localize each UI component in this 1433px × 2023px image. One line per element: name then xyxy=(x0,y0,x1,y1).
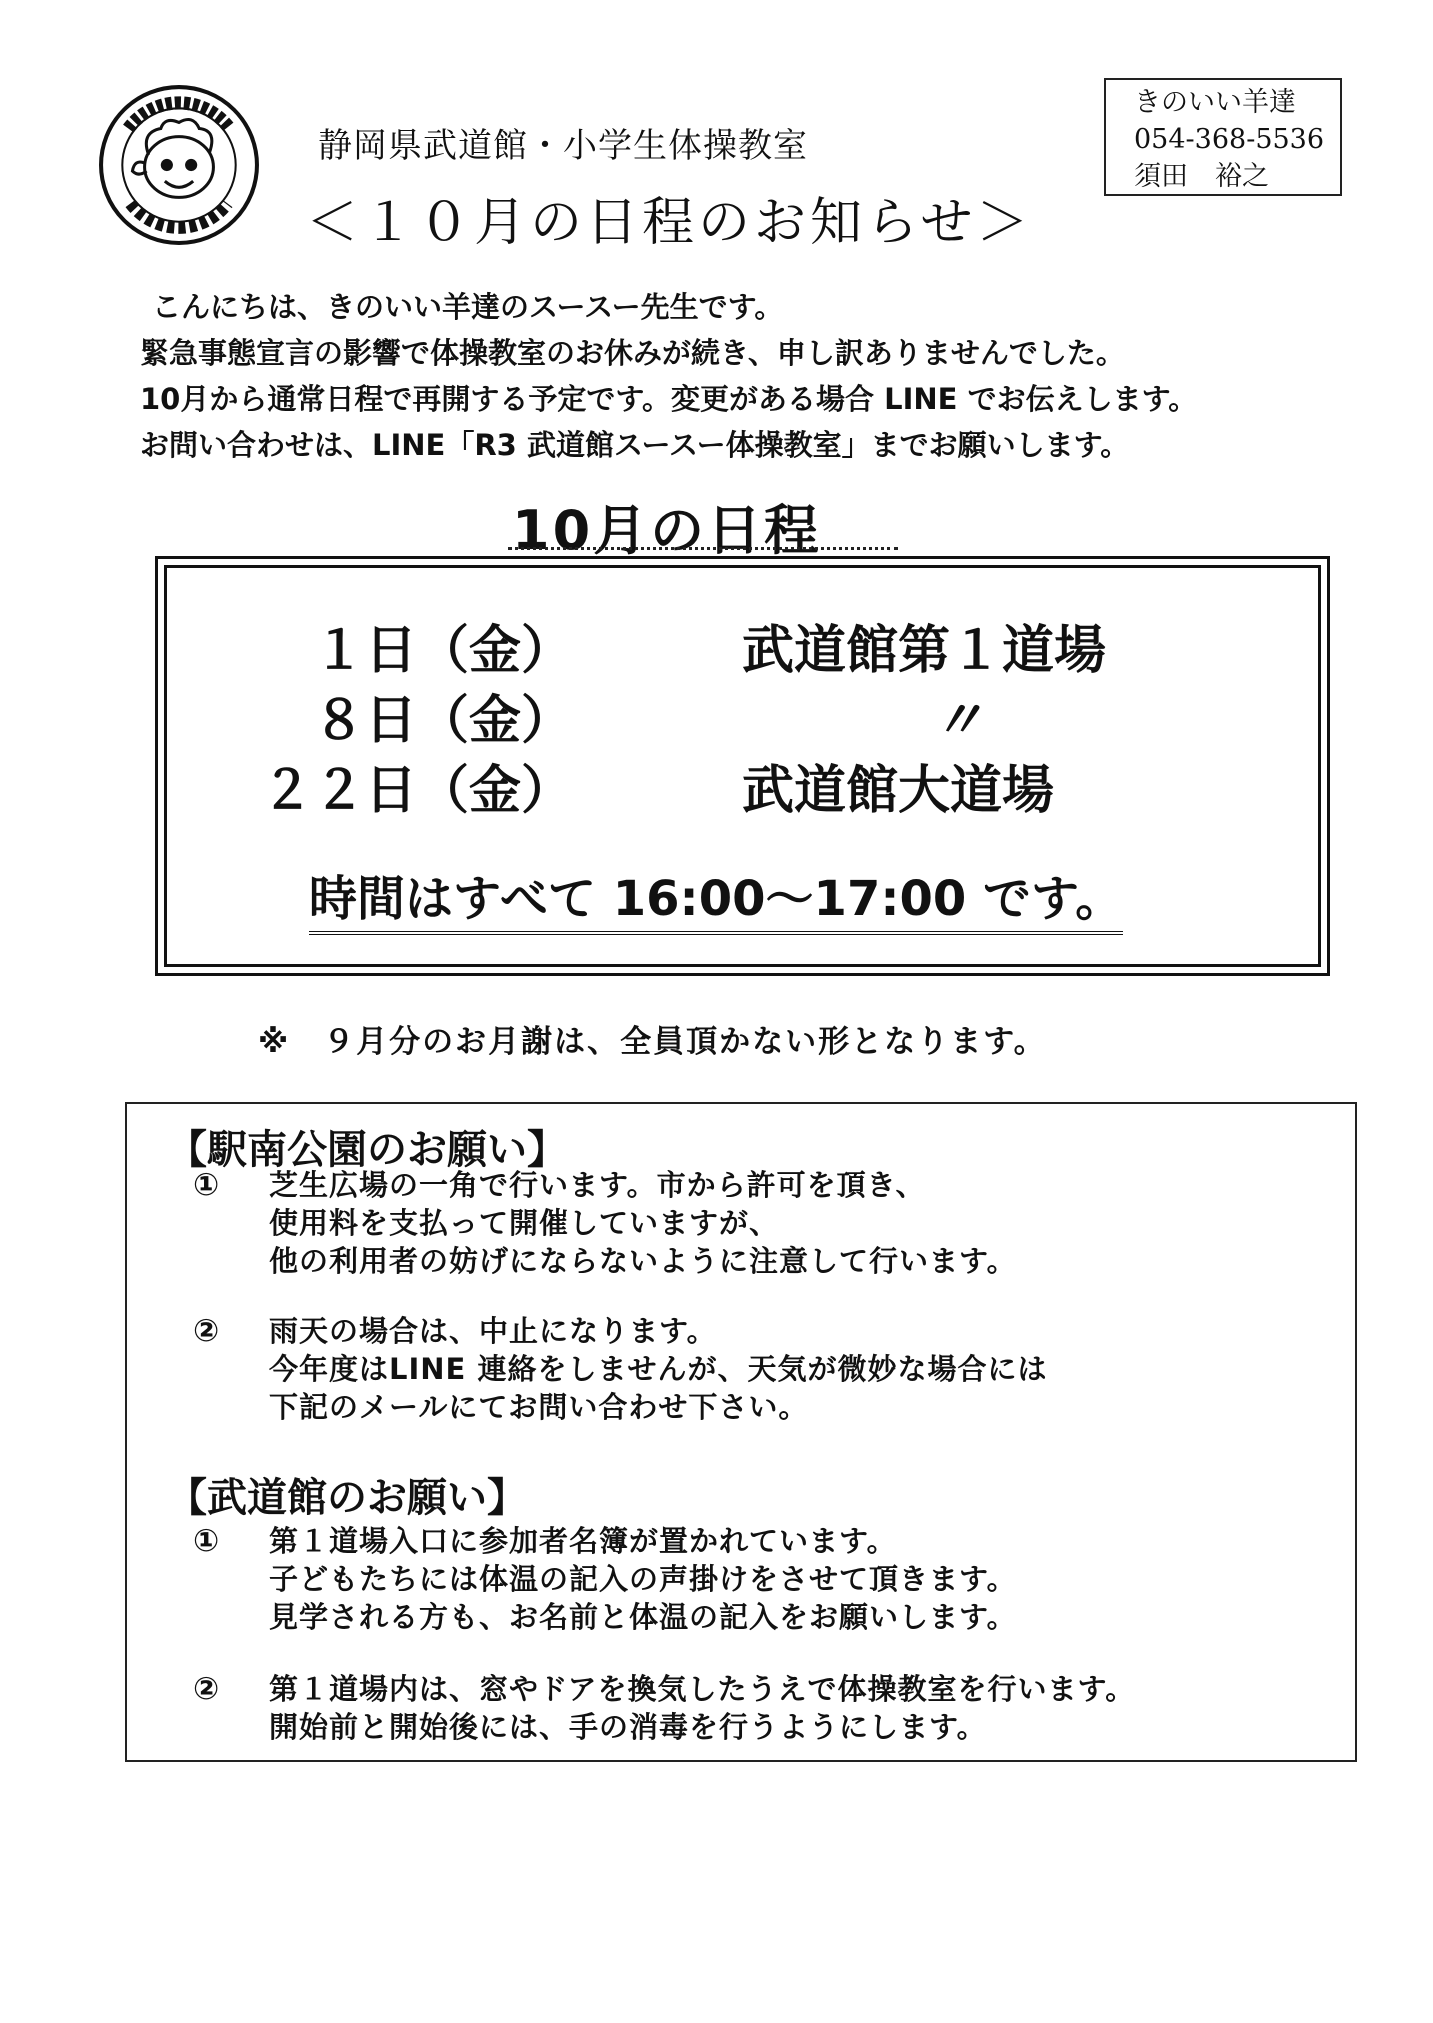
request-line: 雨天の場合は、中止になります。 xyxy=(269,1314,717,1348)
schedule-time-note: 時間はすべて 16:00～17:00 です。 xyxy=(309,860,1123,935)
schedule-date: ８日（金） xyxy=(312,691,573,751)
intro-line: 緊急事態宣言の影響で体操教室のお休みが続き、申し訳ありませんでした。 xyxy=(140,336,1125,370)
item-number: ① xyxy=(193,1523,220,1559)
request-line: 今年度はLINE 連絡をしませんが、天気が微妙な場合には xyxy=(269,1352,1048,1386)
contact-name: きのいい羊達 xyxy=(1134,87,1296,118)
header-subtitle: 静岡県武道館・小学生体操教室 xyxy=(318,126,808,166)
intro-text xyxy=(140,284,1197,468)
request-item xyxy=(269,1670,1135,1746)
request-line: 開始前と開始後には、手の消毒を行うようにします。 xyxy=(269,1710,987,1744)
request-line: 第１道場入口に参加者名簿が置かれています。 xyxy=(269,1524,897,1558)
sheep-logo-icon xyxy=(98,84,260,246)
page-title: ＜１０月の日程のお知らせ＞ xyxy=(306,193,1033,253)
schedule-date: １日（金） xyxy=(312,621,573,681)
schedule-heading: 10月の日程 xyxy=(512,499,822,562)
section-heading: 【駅南公園のお願い】 xyxy=(167,1127,567,1173)
schedule-box xyxy=(155,556,1330,976)
item-number: ① xyxy=(193,1167,220,1203)
request-line: 芝生広場の一角で行います。市から許可を頂き、 xyxy=(269,1168,926,1202)
request-line: 使用料を支払って開催していますが、 xyxy=(269,1206,780,1240)
schedule-place: 武道館大道場 xyxy=(742,761,1055,821)
item-number: ② xyxy=(193,1671,220,1707)
schedule-place: 〃 xyxy=(932,691,985,751)
schedule-date: ２２日（金） xyxy=(260,761,573,821)
intro-line: 10月から通常日程で再開する予定です。変更がある場合 LINE でお伝えします。 xyxy=(140,382,1198,416)
fee-note: ※ ９月分のお月謝は、全員頂かない形となります。 xyxy=(258,1024,1047,1060)
section-heading: 【武道館のお願い】 xyxy=(167,1475,527,1521)
contact-person: 須田 裕之 xyxy=(1134,161,1269,192)
intro-line: こんにちは、きのいい羊達のスースー先生です。 xyxy=(152,290,784,324)
request-item xyxy=(269,1166,1017,1280)
request-line: 下記のメールにてお問い合わせ下さい。 xyxy=(269,1390,809,1424)
request-line: 見学される方も、お名前と体温の記入をお願いします。 xyxy=(269,1600,1017,1634)
request-line: 第１道場内は、窓やドアを換気したうえで体操教室を行います。 xyxy=(269,1672,1136,1706)
contact-box xyxy=(1104,78,1342,196)
request-line: 他の利用者の妨げにならないように注意して行います。 xyxy=(269,1244,1017,1278)
request-item xyxy=(269,1312,1047,1426)
intro-line: お問い合わせは、LINE「R3 武道館スースー体操教室」までお願いします。 xyxy=(140,428,1130,462)
schedule-heading-underline xyxy=(508,543,898,550)
requests-box xyxy=(125,1102,1357,1762)
contact-phone: 054-368-5536 xyxy=(1134,124,1325,155)
request-line: 子どもたちには体温の記入の声掛けをさせて頂きます。 xyxy=(269,1562,1017,1596)
item-number: ② xyxy=(193,1313,220,1349)
request-item xyxy=(269,1522,1017,1636)
schedule-place: 武道館第１道場 xyxy=(742,621,1107,681)
